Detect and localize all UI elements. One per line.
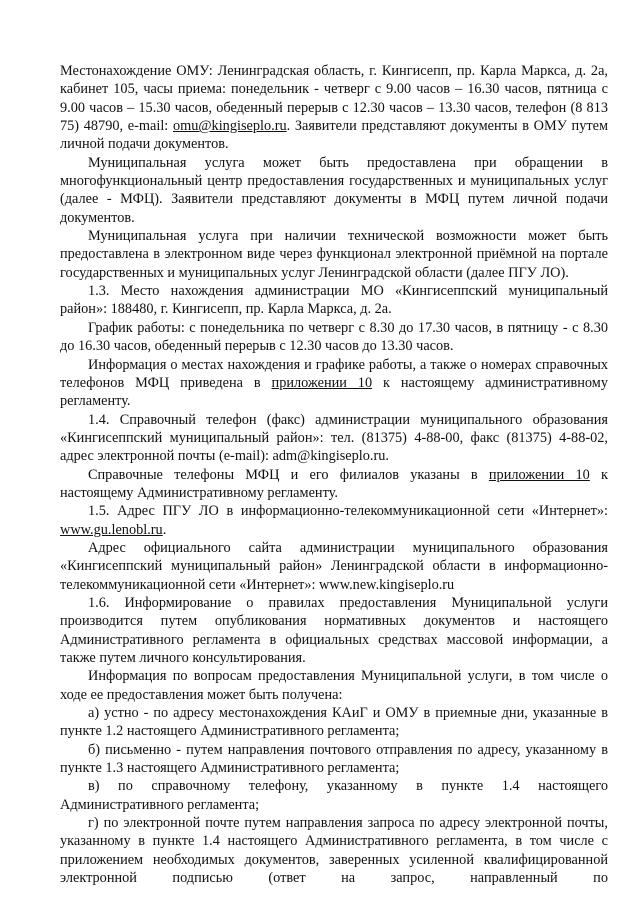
text-segment: 1.6. Информирование о правилах предоставления Муниципальной услуги производится путем опубликования нормативных документов и настоящего Административного регламента в официальных средствах массовой информации, а также путем личного консультирования. xyxy=(60,594,608,666)
text-segment: Муниципальная услуга при наличии технической возможности может быть предоставлена в электронном виде через функционал электронной приёмной на портале государственных и муниципальных услуг Ленинградской области (далее ПГУ ЛО). xyxy=(60,228,608,281)
text-segment: Местонахождение ОМУ: Ленинградская область, г. Кингисепп, пр. Карла Маркса, д. 2а, кабинет 105, часы приема: понедельник - четверг с 9.00 часов – 16.30 часов, пятница с 9.00 часов – 15.30 часов, обеденный перерыв с 12.30 часов – 13.30 часов, телефон (8 813 75) 48790, e-mail: xyxy=(60,63,608,135)
paragraph xyxy=(60,282,608,319)
document-page xyxy=(60,62,608,887)
text-segment: а) устно - по адресу местонахождения КАиГ и ОМУ в приемные дни, указанные в пункте 1.2 настоящего Административного регламента; xyxy=(60,705,608,740)
text-segment: График работы: с понедельника по четверг с 8.30 до 17.30 часов, в пятницу - с 8.30 до 16.30 часов, обеденный перерыв с 12.30 часов до 13.30 часов. xyxy=(60,319,608,355)
text-segment: б) письменно - путем направления почтового отправления по адресу, указанному в пункте 1.3 настоящего Административного регламента; xyxy=(60,741,608,777)
text-segment: Информация по вопросам предоставления Муниципальной услуги, в том числе о ходе ее предоставления может быть получена: xyxy=(60,668,608,703)
text-segment: в) по справочному телефону, указанному в пункте 1.4 настоящего Административного регламента; xyxy=(60,778,608,813)
text-segment: Муниципальная услуга может быть предоставлена при обращении в многофункциональный центр предоставления государственных и муниципальных услуг (далее - МФЦ). Заявители представляют документы в МФЦ путем личной подачи документов. xyxy=(60,154,608,226)
text-segment: к настоящему административному регламенту. xyxy=(60,374,608,410)
text-segment: Адрес официального сайта администрации муниципального образования «Кингисеппский муниципальный район» Ленинградской области в информационно-телекоммуникационной сети «Интернет»: www.new.kingiseplo.ru xyxy=(60,539,608,593)
paragraph xyxy=(60,594,608,667)
text-segment: 1.4. Справочный телефон (факс) администрации муниципального образования «Кингисеппский муниципальный район»: тел. (81375) 4-88-00, факс (81375) 4-88-02, адрес электронной почты (e-mail): adm@kingiseplo.ru. xyxy=(60,411,608,465)
underlined-reference: приложении 10 xyxy=(488,466,590,483)
underlined-reference: приложении 10 xyxy=(271,374,373,391)
underlined-reference: omu@kingiseplo.ru xyxy=(172,118,287,135)
paragraph xyxy=(60,411,608,466)
paragraph xyxy=(60,62,608,154)
paragraph xyxy=(60,704,608,741)
underlined-reference: www.gu.lenobl.ru xyxy=(60,521,163,538)
paragraph xyxy=(60,539,608,594)
text-segment: Справочные телефоны МФЦ и его филиалов указаны в xyxy=(88,466,489,483)
text-segment: к настоящему Административному регламенту. xyxy=(60,466,608,501)
paragraph xyxy=(60,502,608,539)
text-segment: 1.5. Адрес ПГУ ЛО в информационно-телекоммуникационной сети «Интернет»: xyxy=(88,503,608,520)
paragraph xyxy=(60,154,608,227)
paragraph xyxy=(60,319,608,356)
paragraph xyxy=(60,667,608,704)
paragraph xyxy=(60,466,608,503)
text-segment: . xyxy=(162,521,167,538)
text-segment: 1.3. Место нахождения администрации МО «Кингисеппский муниципальный район»: 188480, г. Кингисепп, пр. Карла Маркса, д. 2а. xyxy=(60,283,608,318)
paragraph xyxy=(60,777,608,814)
paragraph xyxy=(60,741,608,778)
text-segment: . Заявители представляют документы в ОМУ путем личной подачи документов. xyxy=(60,118,608,153)
paragraph xyxy=(60,814,608,887)
text-segment: г) по электронной почте путем направления запроса по адресу электронной почты, указанному в пункте 1.4 настоящего Административного регламента, в том числе с приложением необходимых документов, заверенных усиленной квалифицированной электронной подписью (ответ на запрос, направленный по xyxy=(60,815,608,887)
paragraph xyxy=(60,356,608,411)
text-segment: Информация о местах нахождения и графике работы, а также о номерах справочных телефонов МФЦ приведена в xyxy=(60,356,608,391)
paragraph xyxy=(60,227,608,282)
